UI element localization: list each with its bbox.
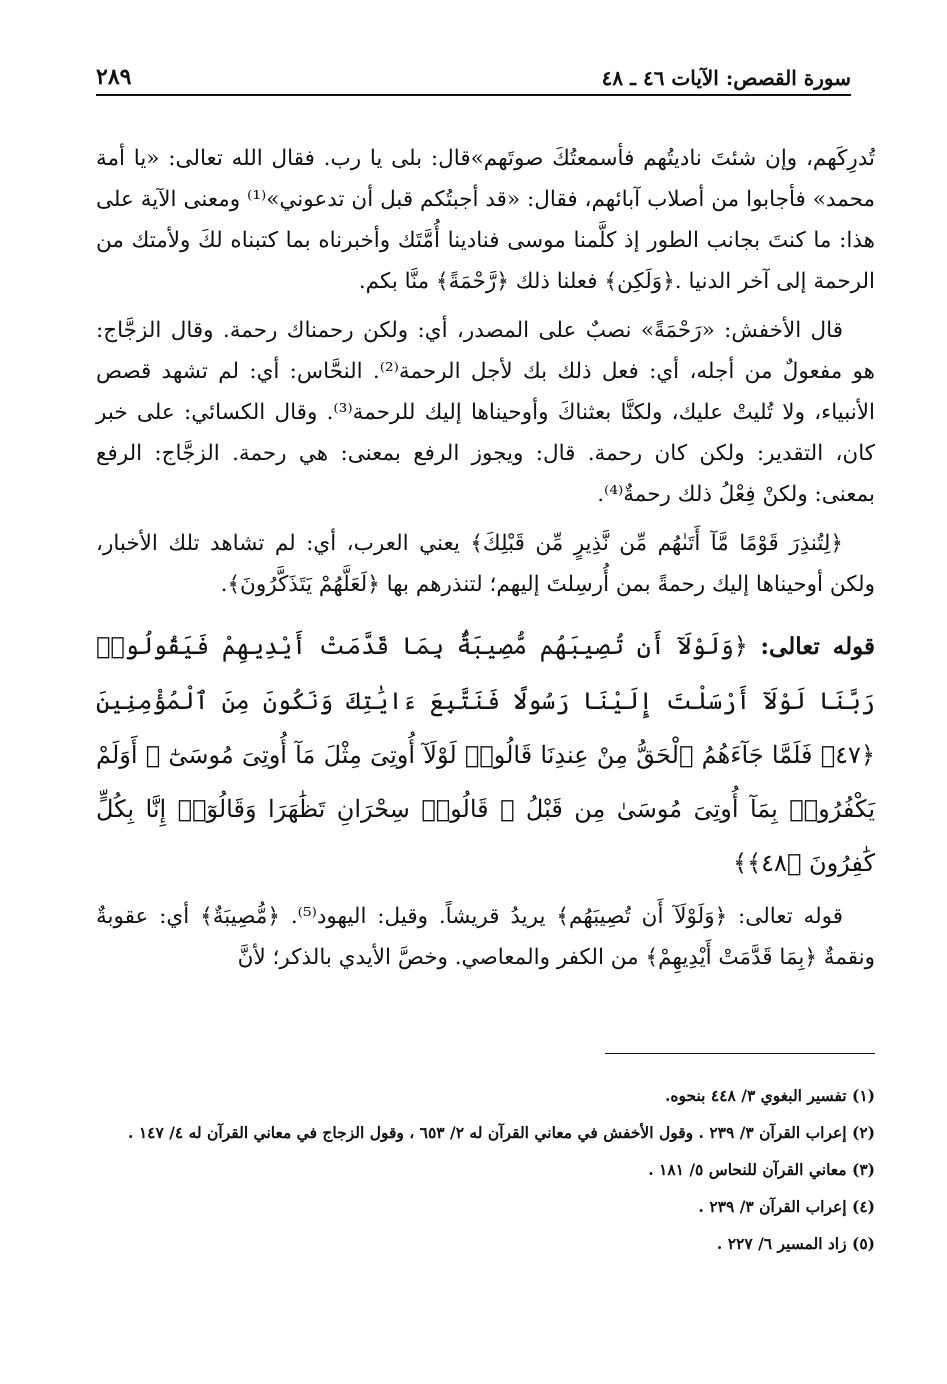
footnote: (٤) إعراب القرآن ٣/ ٢٣٩ . xyxy=(698,1197,875,1216)
page-header xyxy=(96,58,851,96)
paragraph: تُدرِكَهم، وإن شئتَ ناديتُهم فأسمعتُكَ صوتَهم»قال: بلى يا رب. فقال الله تعالى: «يا أمة محمد» فأجابوا من أصلاب آبائهم، فقال: «قد أجبتُكم قبل أن تدعوني»⁽¹⁾ ومعنى الآية على هذا: ما كنتَ بجانب الطور إذ كلَّمنا موسى فنادينا أُمَّتَك وأخبرناه بما كتبناه لكَ ولأمتك من الرحمة إلى آخر الدنيا .﴿وَلَكِن﴾ فعلنا ذلك ﴿رَّحْمَةً﴾ منَّا بكم. xyxy=(96,146,876,294)
footnote: (٢) إعراب القرآن ٣/ ٢٣٩ . وقول الأخفش في معاني القرآن له ٢/ ٦٥٣ ، وقول الزجاج في معاني القرآن له ٤/ ١٤٧ . xyxy=(128,1123,875,1142)
footnote: (٣) معاني القرآن للنحاس ٥/ ١٨١ . xyxy=(648,1160,875,1179)
footnotes xyxy=(96,1080,875,1265)
paragraph: قال الأخفش: «رَحْمَةً» نصبٌ على المصدر، أي: ولكن رحمناك رحمة. وقال الزجَّاج: هو مفعولٌ من أجله، أي: فعل ذلك بك لأجل الرحمة⁽²⁾. النحَّاس: أي: لم تشهد قصص الأنبياء، ولا تُليتْ عليك، ولكنَّا بعثناكَ وأوحيناها إليك للرحمة⁽³⁾. وقال الكسائي: على خبر كان، التقدير: ولكن كان رحمة. قال: ويجوز الرفع بمعنى: هي رحمة. الزجَّاج: الرفع بمعنى: ولكنْ فِعْلُ ذلك رحمةٌ⁽⁴⁾. xyxy=(96,318,875,507)
verse-lead: قوله تعالى: xyxy=(760,633,875,660)
footnote: (٥) زاد المسير ٦/ ٢٢٧ . xyxy=(716,1234,875,1253)
footnote: (١) تفسير البغوي ٣/ ٤٤٨ بنحوه. xyxy=(664,1086,875,1105)
quran-verse-block xyxy=(96,619,875,890)
footnote-divider xyxy=(605,1053,875,1054)
running-title: سورة القصص: الآيات ٤٦ ـ ٤٨ xyxy=(601,66,851,90)
page-number: ٢٨٩ xyxy=(96,64,132,90)
paragraph: ﴿لِتُنذِرَ قَوْمًا مَّآ أَتَىٰهُم مِّن نَّذِيرٍ مِّن قَبْلِكَ﴾ يعني العرب، أي: لم تشاهد تلك الأخبار، ولكن أوحيناها إليك رحمةً بمن أُرسِلتَ إليهم؛ لتنذرهم بها ﴿لَعَلَّهُمْ يَتَذَكَّرُونَ﴾. xyxy=(96,531,875,597)
paragraph: قوله تعالى: ﴿وَلَوْلَآ أَن تُصِيبَهُم﴾ يريدُ قريشاً. وقيل: اليهود⁽⁵⁾. ﴿مُّصِيبَةٌ﴾ أي: عقوبةٌ ونقمةٌ ﴿بِمَا قَدَّمَتْ أَيْدِيهِمْ﴾ من الكفر والمعاصي. وخصَّ الأيدي بالذكر؛ لأنَّ xyxy=(96,904,875,970)
main-text xyxy=(96,138,875,978)
verse-text: ﴿وَلَوْلَآ أَن تُصِيبَهُم مُّصِيبَةٌۢ بِمَا قَدَّمَتْ أَيْدِيهِمْ فَيَقُولُوا۟ رَبَّنَا لَوْلَآ أَرْسَلْتَ إِلَيْنَا رَسُولًا فَنَتَّبِعَ ءَايَٰتِكَ وَنَكُونَ مِنَ ٱلْمُؤْمِنِينَ ﴿٤٧﴾ فَلَمَّا جَآءَهُمُ ٱلْحَقُّ مِنْ عِندِنَا قَالُوا۟ لَوْلَآ أُوتِىَ مِثْلَ مَآ أُوتِىَ مُوسَىٰٓ ۚ أَوَلَمْ يَكْفُرُوا۟ بِمَآ أُوتِىَ مُوسَىٰ مِن قَبْلُ ۖ قَالُوا۟ سِحْرَانِ تَظَٰهَرَا وَقَالُوٓا۟ إِنَّا بِكُلٍّ كَٰفِرُونَ ﴿٤٨﴾﴾ xyxy=(96,632,875,877)
